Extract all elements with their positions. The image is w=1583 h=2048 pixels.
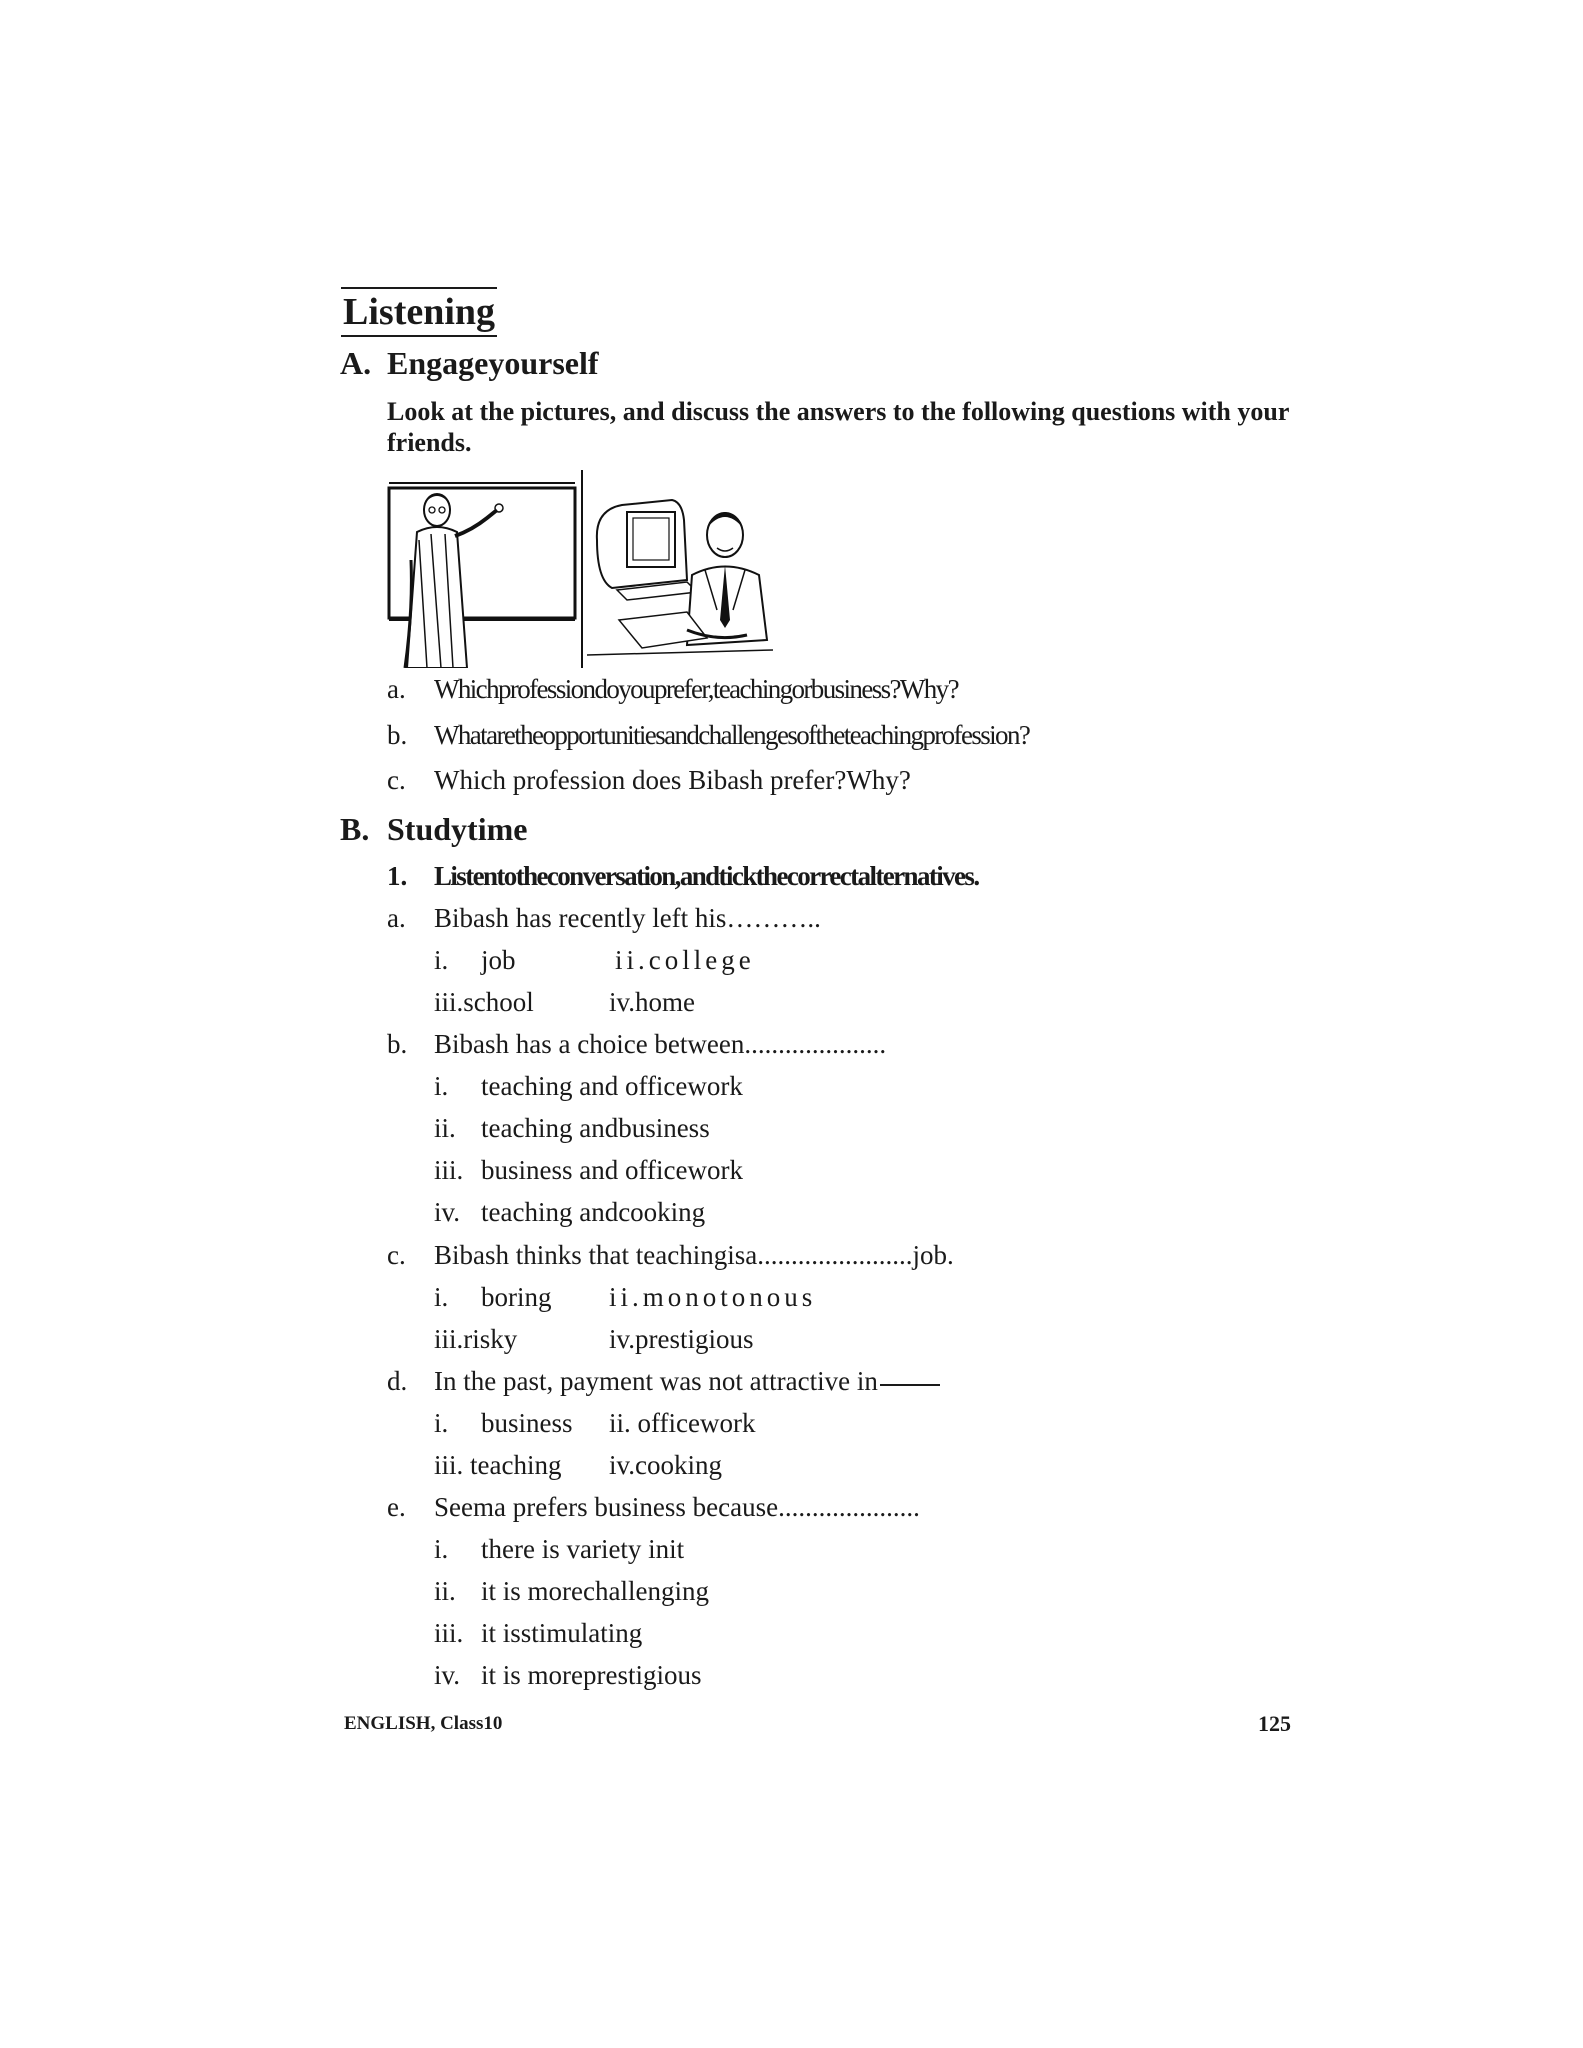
item-d-label: d.	[387, 1366, 408, 1396]
option-c-i-text: boring	[481, 1282, 552, 1312]
option-b-iii-num: iii.	[434, 1155, 464, 1185]
profession-illustration	[387, 470, 773, 668]
section-a-text: Engageyourself	[387, 345, 599, 381]
question-c-label: c.	[387, 765, 406, 795]
item-b	[387, 1029, 886, 1060]
item-d	[387, 1366, 940, 1397]
item-d-text: In the past, payment was not attractive in	[434, 1366, 878, 1396]
question-a-label: a.	[387, 674, 406, 704]
teacher-at-blackboard-illustration	[389, 483, 575, 668]
option-e-i-text: there is variety init	[481, 1534, 685, 1564]
item-b-text: Bibash has a choice between.....................	[434, 1029, 887, 1059]
option-e-iii-text: it isstimulating	[481, 1618, 643, 1648]
option-e-iii-num: iii.	[434, 1618, 464, 1648]
option-d-iv: iv.cooking	[609, 1450, 722, 1480]
section-a-title	[340, 345, 599, 382]
option-a-i-text: job	[481, 945, 516, 975]
option-b-iv	[434, 1197, 705, 1228]
option-b-i	[434, 1071, 743, 1102]
task-number: 1.	[387, 861, 408, 891]
option-b-iii	[434, 1155, 743, 1186]
question-b	[387, 720, 1029, 751]
option-e-i	[434, 1534, 684, 1565]
option-b-i-num: i.	[434, 1071, 449, 1101]
item-a	[387, 903, 821, 934]
section-a-instruction: Look at the pictures, and discuss the answers to the following questions with your friends.	[387, 397, 1289, 457]
item-c	[387, 1240, 954, 1271]
item-e	[387, 1492, 920, 1523]
option-b-ii-text: teaching andbusiness	[481, 1113, 710, 1143]
item-c-label: c.	[387, 1240, 406, 1270]
section-b-title	[340, 811, 527, 848]
question-a	[387, 674, 958, 705]
option-c-i	[434, 1282, 552, 1313]
option-e-ii	[434, 1576, 709, 1607]
option-e-ii-num: ii.	[434, 1576, 456, 1606]
question-c	[387, 765, 911, 796]
question-b-label: b.	[387, 720, 408, 750]
footer-book-title: ENGLISH, Class10	[344, 1713, 503, 1734]
option-b-ii-num: ii.	[434, 1113, 456, 1143]
businessman-at-computer-illustration	[587, 500, 773, 655]
option-c-i-num: i.	[434, 1282, 449, 1312]
option-a-i	[434, 945, 516, 976]
item-e-text: Seema prefers business because.....................	[434, 1492, 920, 1522]
option-e-ii-text: it is morechallenging	[481, 1576, 709, 1606]
option-c-iv: iv.prestigious	[609, 1324, 754, 1354]
question-b-text: Whataretheopportunitiesandchallengesoftheteachingprofession?	[434, 720, 1030, 750]
option-b-i-text: teaching and officework	[481, 1071, 743, 1101]
option-b-ii	[434, 1113, 710, 1144]
option-a-i-num: i.	[434, 945, 449, 975]
option-a-ii: ii.college	[615, 945, 755, 975]
option-e-iv	[434, 1660, 701, 1691]
question-a-text: Whichprofessiondoyouprefer,teachingorbusiness?Why?	[434, 674, 958, 704]
item-d-blank	[880, 1384, 940, 1386]
question-c-text: Which profession does Bibash prefer?Why?	[434, 765, 911, 795]
option-c-ii: ii.monotonous	[609, 1282, 817, 1312]
task-text: Listentotheconversation,andtickthecorrectalternatives.	[434, 861, 979, 891]
option-d-ii: ii. officework	[609, 1408, 756, 1438]
item-a-label: a.	[387, 903, 406, 933]
item-c-text: Bibash thinks that teachingisa.......................job.	[434, 1240, 954, 1270]
section-a-label: A.	[340, 345, 372, 381]
option-b-iv-text: teaching andcooking	[481, 1197, 706, 1227]
task-instruction	[387, 861, 978, 892]
page-number: 125	[1258, 1711, 1291, 1736]
item-e-label: e.	[387, 1492, 406, 1522]
option-b-iv-num: iv.	[434, 1197, 460, 1227]
page-heading: Listening	[341, 287, 497, 337]
option-a-iii: iii.school	[434, 987, 534, 1017]
section-b-text: Studytime	[387, 811, 528, 847]
option-e-iii	[434, 1618, 642, 1649]
option-d-i-num: i.	[434, 1408, 449, 1438]
section-b-label: B.	[340, 811, 370, 847]
option-c-iii: iii.risky	[434, 1324, 518, 1354]
item-b-label: b.	[387, 1029, 408, 1059]
option-d-i-text: business	[481, 1408, 573, 1438]
option-b-iii-text: business and officework	[481, 1155, 743, 1185]
option-a-iv: iv.home	[609, 987, 695, 1017]
option-d-iii: iii. teaching	[434, 1450, 562, 1480]
item-a-text: Bibash has recently left his………..	[434, 903, 821, 933]
option-d-i	[434, 1408, 573, 1439]
option-e-iv-text: it is moreprestigious	[481, 1660, 702, 1690]
option-e-i-num: i.	[434, 1534, 449, 1564]
option-e-iv-num: iv.	[434, 1660, 460, 1690]
